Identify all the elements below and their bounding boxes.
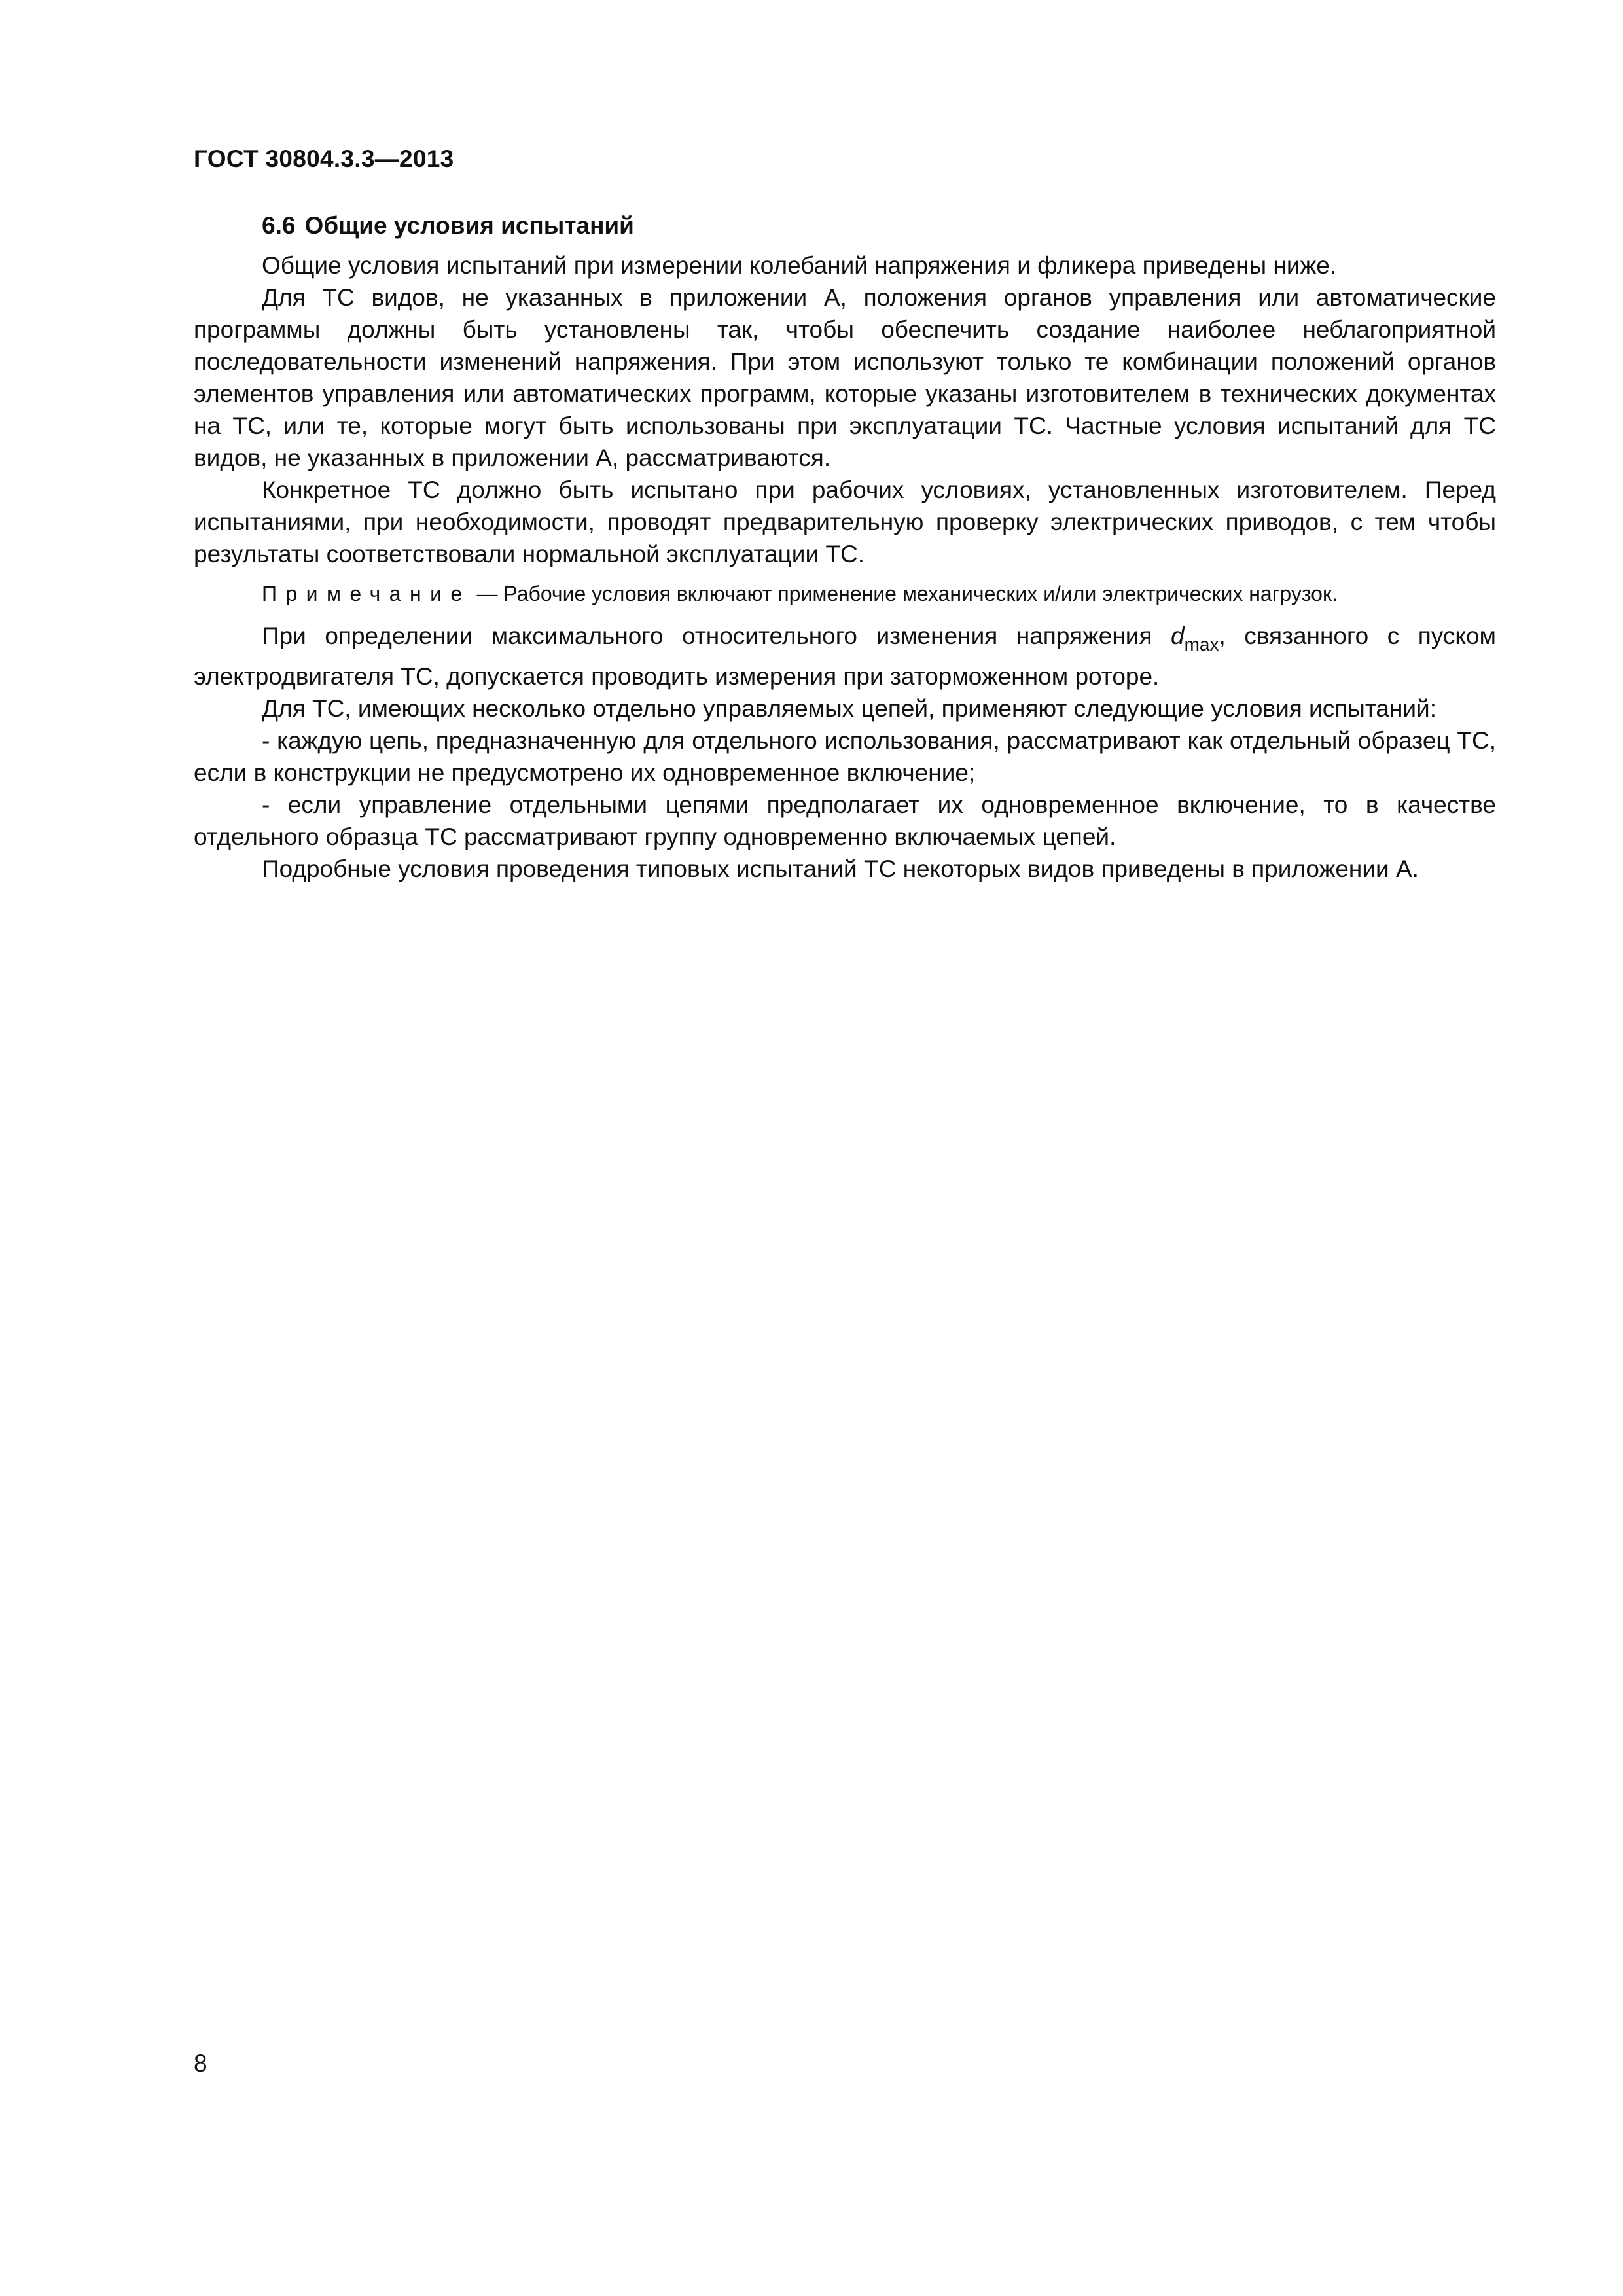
section-heading bbox=[194, 209, 1496, 242]
list-item: - каждую цепь, предназначенную для отдельного использования, рассматривают как отдельный образец ТС, если в конструкции не предусмотрено их одновременное включение; bbox=[194, 727, 1496, 786]
note bbox=[194, 579, 1496, 608]
document-body bbox=[194, 209, 1496, 885]
document-header-code: ГОСТ 30804.3.3—2013 bbox=[194, 145, 454, 172]
paragraph-max-voltage-change-end: , связанного с пуском электродвигателя ТС, допускается проводить измерения при заторможенном роторе. bbox=[194, 622, 1496, 690]
note-label: Примечание bbox=[262, 582, 471, 605]
note-text: — Рабочие условия включают применение механических и/или электрических нагрузок. bbox=[471, 582, 1338, 605]
paragraph-max-voltage-change bbox=[194, 620, 1496, 692]
paragraph-annex-reference: Подробные условия проведения типовых испытаний ТС некоторых видов приведены в приложении А. bbox=[262, 855, 1419, 882]
list-item: - если управление отдельными цепями предполагает их одновременное включение, то в качестве отдельного образца ТС рассматривают группу одновременно включаемых цепей. bbox=[194, 791, 1496, 850]
paragraph-controls-position: Для ТС видов, не указанных в приложении А, положения органов управления или автоматические программы должны быть установлены так, чтобы обеспечить создание наиболее неблагоприятной последовательности изменений напряжения. При этом используют только те комбинации положений органов элементов управления или автоматических программ, которые указаны изготовителем в технических документах на ТС, или те, которые могут быть использованы при эксплуатации ТС. Частные условия испытаний для ТС видов, не указанных в приложении А, рассматриваются. bbox=[194, 284, 1496, 471]
paragraph-max-voltage-change-start: При определении максимального относительного изменения напряжения bbox=[262, 622, 1171, 649]
formula-variable: d bbox=[1170, 622, 1185, 649]
paragraph-general-conditions: Общие условия испытаний при измерении колебаний напряжения и фликера приведены ниже. bbox=[262, 252, 1337, 279]
section-title: Общие условия испытаний bbox=[304, 212, 634, 239]
paragraph-operating-conditions: Конкретное ТС должно быть испытано при рабочих условиях, установленных изготовителем. Перед испытаниями, при необходимости, проводят предварительную проверку электрических приводов, с тем чтобы результаты соответствовали нормальной эксплуатации ТС. bbox=[194, 476, 1496, 567]
formula-d-max bbox=[1170, 622, 1219, 655]
formula-subscript: max bbox=[1184, 634, 1219, 655]
page-number: 8 bbox=[194, 2050, 207, 2077]
paragraph-multiple-circuits: Для ТС, имеющих несколько отдельно управляемых цепей, применяют следующие условия испытаний: bbox=[262, 695, 1437, 722]
section-number: 6.6 bbox=[262, 212, 296, 239]
